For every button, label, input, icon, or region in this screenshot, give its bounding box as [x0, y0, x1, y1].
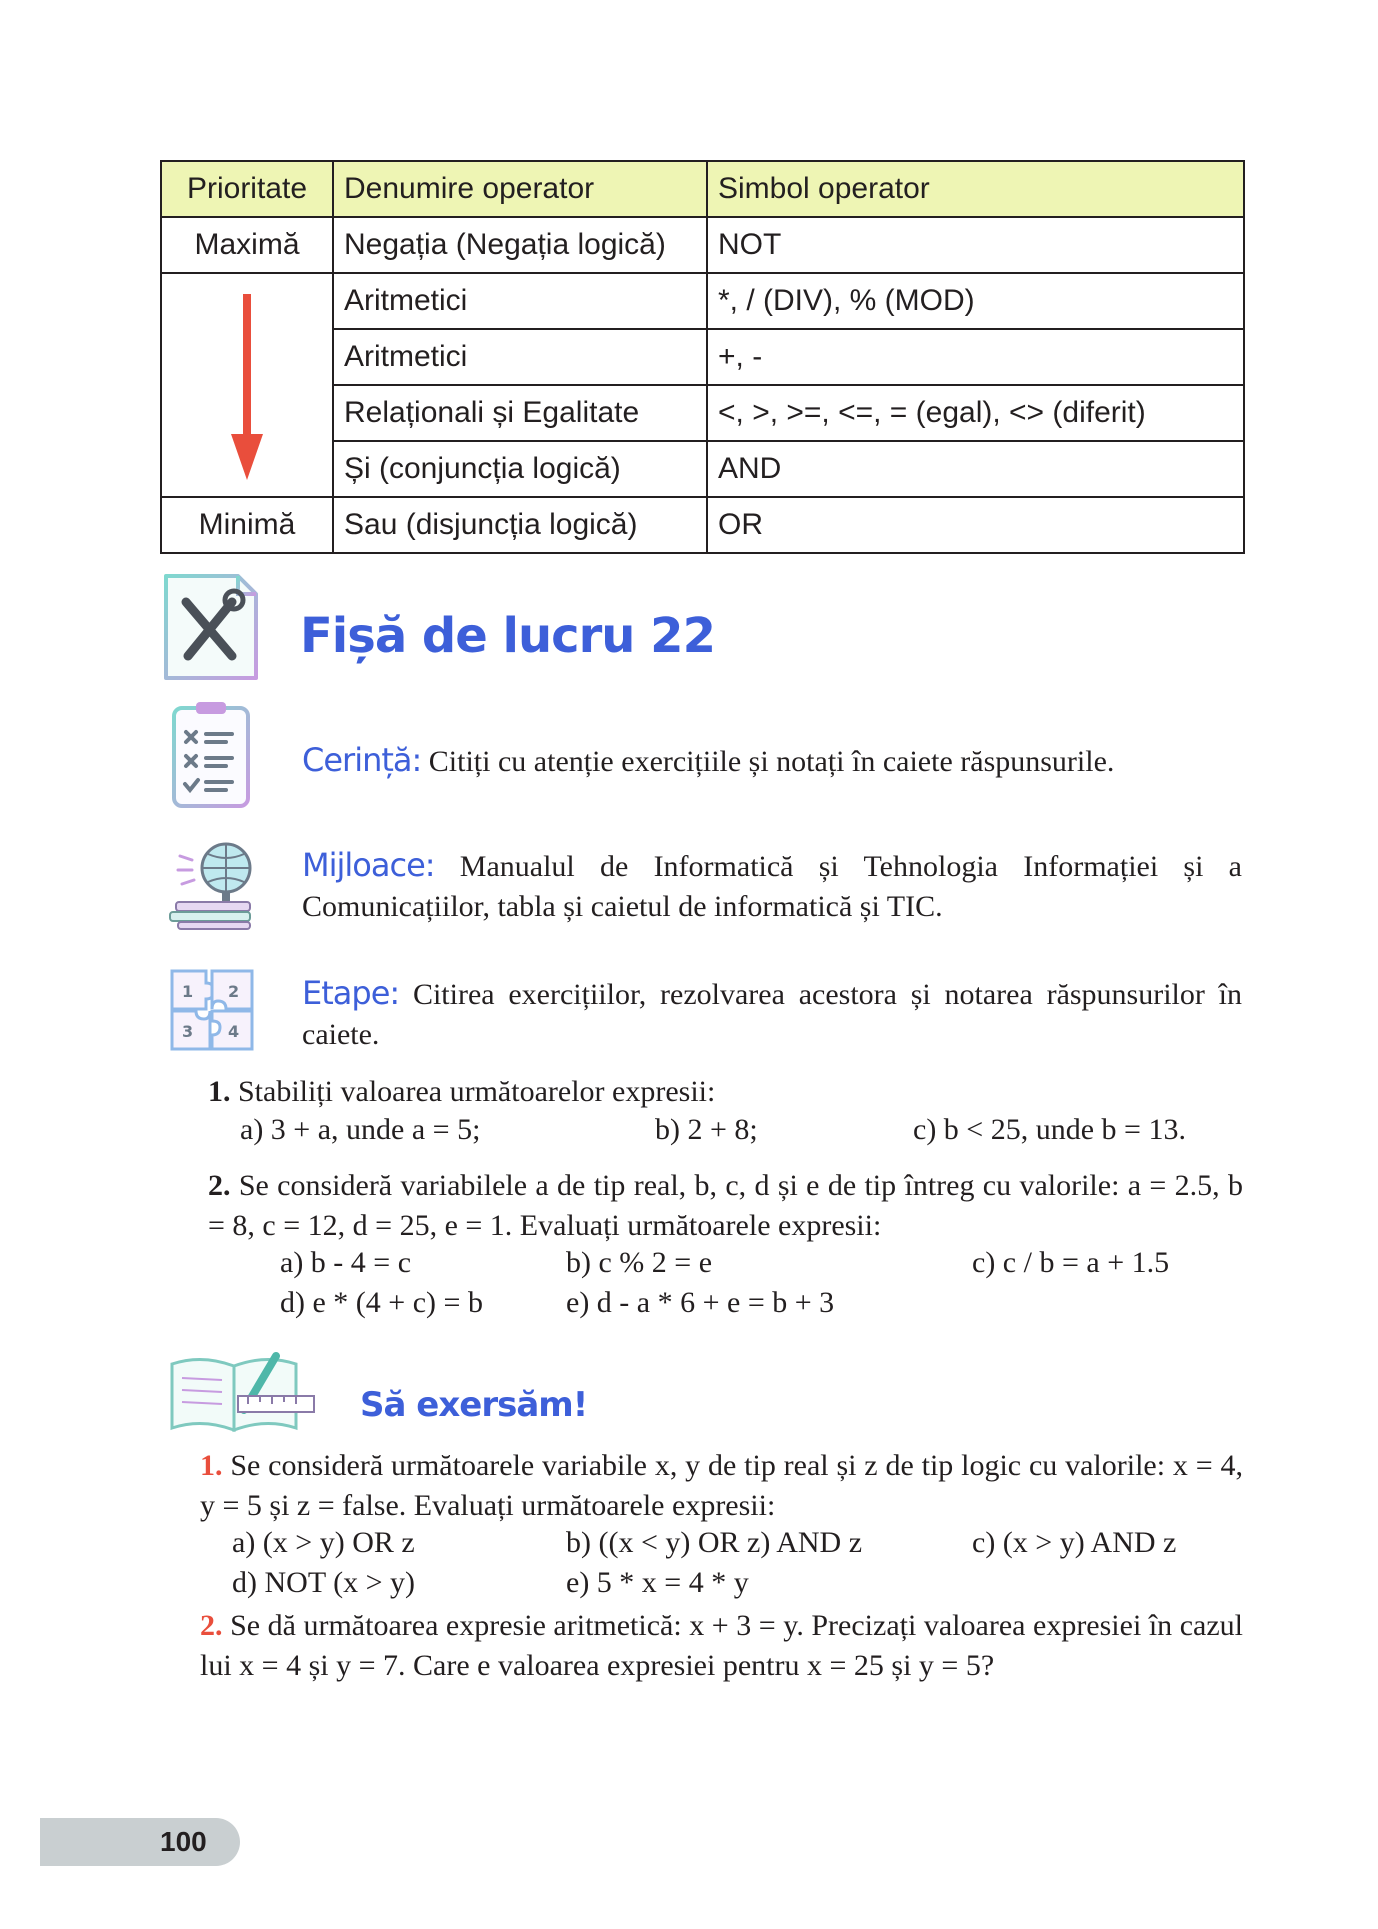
operator-name-cell: Relaționali și Egalitate — [333, 385, 707, 441]
exercise-number: 1. — [208, 1075, 231, 1108]
svg-text:1: 1 — [182, 982, 194, 1001]
exercise-text: Se consideră variabilele a de tip real, b, c, d și e de tip întreg cu valorile: a = 2.5, b = 8, c = 12, d = 25, e = 1. Evaluați următoarele expresii: — [208, 1169, 1243, 1242]
priority-arrow-cell — [161, 273, 333, 497]
practice-number: 2. — [200, 1609, 223, 1642]
exercise-1 — [208, 1072, 715, 1112]
exercise-text: Stabiliți valoarea următoarelor expresii: — [238, 1075, 716, 1108]
globe-books-icon — [166, 838, 260, 930]
svg-text:4: 4 — [228, 1022, 240, 1041]
practice-2 — [200, 1606, 1243, 1686]
header-priority: Prioritate — [161, 161, 333, 217]
task-label: Cerință: — [302, 741, 422, 779]
tools-document-icon — [160, 572, 262, 684]
steps-section — [302, 973, 1242, 1055]
table-row — [161, 497, 1244, 553]
operator-name-cell: Sau (disjuncția logică) — [333, 497, 707, 553]
practice-title: Să exersăm! — [360, 1385, 588, 1425]
header-operator-name: Denumire operator — [333, 161, 707, 217]
resources-text: Manualul de Informatică și Tehnologia Informației și a Comunicațiilor, tabla și caietul de informatică și TIC. — [302, 850, 1242, 923]
exercise-number: 2. — [208, 1169, 231, 1202]
operator-symbol-cell: OR — [707, 497, 1244, 553]
practice-1-c: c) (x > y) AND z — [972, 1526, 1177, 1559]
down-arrow-icon — [227, 294, 267, 484]
exercise-2 — [208, 1166, 1243, 1246]
practice-1 — [200, 1446, 1243, 1526]
operator-priority-table — [160, 160, 1245, 554]
priority-cell: Maximă — [161, 217, 333, 273]
operator-symbol-cell: <, >, >=, <=, = (egal), <> (diferit) — [707, 385, 1244, 441]
open-notebook-icon — [168, 1350, 318, 1434]
practice-text: Se consideră următoarele variabile x, y de tip real și z de tip logic cu valorile: x = 4, y = 5 și z = false. Evaluați următoarele expresii: — [200, 1449, 1243, 1522]
task-text: Citiți cu atenție exercițiile și notați în caiete răspunsurile. — [428, 745, 1115, 778]
practice-1-d: d) NOT (x > y) — [232, 1566, 416, 1599]
practice-number: 1. — [200, 1449, 223, 1482]
exercise-2-b: b) c % 2 = e — [566, 1246, 713, 1279]
table-header-row — [161, 161, 1244, 217]
steps-label: Etape: — [302, 974, 400, 1012]
exercise-2-d: d) e * (4 + c) = b — [280, 1286, 483, 1319]
resources-section — [302, 845, 1242, 927]
operator-symbol-cell: NOT — [707, 217, 1244, 273]
operator-name-cell: Negația (Negația logică) — [333, 217, 707, 273]
practice-text: Se dă următoarea expresie aritmetică: x + 3 = y. Precizați valoarea expresiei în cazul lui x = 4 și y = 7. Care e valoarea expresiei pentru x = 25 și y = 5? — [200, 1609, 1243, 1682]
exercise-2-e: e) d - a * 6 + e = b + 3 — [566, 1286, 835, 1319]
table-row — [161, 217, 1244, 273]
operator-name-cell: Aritmetici — [333, 273, 707, 329]
worksheet-title: Fișă de lucru 22 — [300, 608, 715, 664]
checklist-icon — [170, 700, 252, 810]
table-row — [161, 273, 1244, 329]
page-number: 100 — [160, 1826, 207, 1857]
resources-label: Mijloace: — [302, 846, 435, 884]
operator-name-cell: Și (conjuncția logică) — [333, 441, 707, 497]
header-operator-symbol: Simbol operator — [707, 161, 1244, 217]
exercise-1-a: a) 3 + a, unde a = 5; — [240, 1113, 481, 1146]
practice-1-e: e) 5 * x = 4 * y — [566, 1566, 749, 1599]
steps-text: Citirea exercițiilor, rezolvarea acestora și notarea răspunsurilor în caiete. — [302, 978, 1242, 1051]
practice-1-a: a) (x > y) OR z — [232, 1526, 415, 1559]
exercise-2-a: a) b - 4 = c — [280, 1246, 412, 1279]
priority-cell: Minimă — [161, 497, 333, 553]
practice-1-b: b) ((x < y) OR z) AND z — [566, 1526, 863, 1559]
operator-symbol-cell: +, - — [707, 329, 1244, 385]
exercise-1-c: c) b < 25, unde b = 13. — [913, 1113, 1186, 1146]
exercise-2-c: c) c / b = a + 1.5 — [972, 1246, 1170, 1279]
operator-symbol-cell: AND — [707, 441, 1244, 497]
page-number-tab — [40, 1818, 240, 1866]
exercise-1-b: b) 2 + 8; — [655, 1113, 758, 1146]
operator-symbol-cell: *, / (DIV), % (MOD) — [707, 273, 1244, 329]
operator-name-cell: Aritmetici — [333, 329, 707, 385]
svg-text:2: 2 — [228, 982, 240, 1001]
svg-text:3: 3 — [182, 1022, 194, 1041]
puzzle-icon — [166, 965, 260, 1053]
task-section — [302, 740, 1242, 782]
